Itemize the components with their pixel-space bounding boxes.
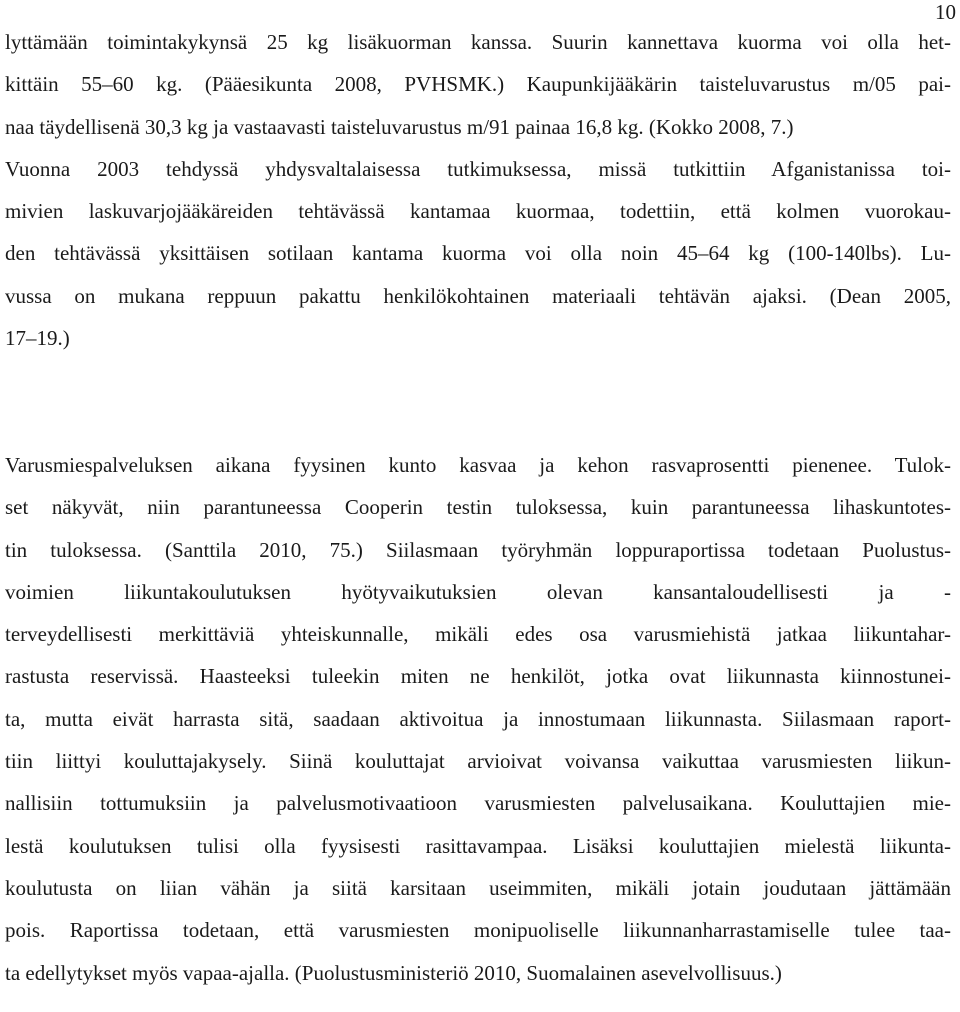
text-line: pois. Raportissa todetaan, että varusmiesten monipuoliselle liikunnanharrastamiselle tulee taa- bbox=[5, 918, 951, 943]
text-line: Varusmiespalveluksen aikana fyysinen kunto kasvaa ja kehon rasvaprosentti pienenee. Tulok- bbox=[5, 453, 951, 477]
text-line: set näkyvät, niin parantuneessa Cooperin testin tuloksessa, kuin parantuneessa lihaskuntotes- bbox=[5, 495, 951, 520]
text-line: nallisiin tottumuksiin ja palvelusmotivaatioon varusmiesten palvelusaikana. Kouluttajien mie- bbox=[5, 791, 951, 816]
text-line: lyttämään toimintakykynsä 25 kg lisäkuorman kanssa. Suurin kannettava kuorma voi olla het- bbox=[5, 30, 951, 54]
text-line: mivien laskuvarjojääkäreiden tehtävässä kantamaa kuormaa, todettiin, että kolmen vuorokau- bbox=[5, 199, 951, 224]
text-line: tiin liittyi kouluttajakysely. Siinä kouluttajat arvioivat voivansa vaikuttaa varusmiesten liikun- bbox=[5, 749, 951, 774]
paragraph-1 bbox=[5, 21, 951, 359]
text-line: rastusta reservissä. Haasteeksi tuleekin miten ne henkilöt, jotka ovat liikunnasta kiinnostunei- bbox=[5, 664, 951, 689]
text-line: kittäin 55–60 kg. (Pääesikunta 2008, PVHSMK.) Kaupunkijääkärin taisteluvarustus m/05 pai- bbox=[5, 72, 951, 97]
text-line: 17–19.) bbox=[5, 326, 70, 351]
text-line: Vuonna 2003 tehdyssä yhdysvaltalaisessa tutkimuksessa, missä tutkittiin Afganistanissa toi- bbox=[5, 156, 951, 181]
text-line: koulutusta on liian vähän ja siitä karsitaan useimmiten, mikäli jotain joudutaan jättämään bbox=[5, 875, 951, 900]
text-line: tin tuloksessa. (Santtila 2010, 75.) Siilasmaan työryhmän loppuraportissa todetaan Puolustus- bbox=[5, 537, 951, 562]
paragraph-2 bbox=[5, 444, 951, 994]
text-line: naa täydellisenä 30,3 kg ja vastaavasti taisteluvarustus m/91 painaa 16,8 kg. (Kokko 2008, 7.) bbox=[5, 114, 794, 139]
page-number: 10 bbox=[935, 0, 956, 24]
text-line: vussa on mukana reppuun pakattu henkilökohtainen materiaali tehtävän ajaksi. (Dean 2005, bbox=[5, 283, 951, 308]
text-line: voimien liikuntakoulutuksen hyötyvaikutuksien olevan kansantaloudellisesti ja - bbox=[5, 579, 951, 604]
text-line: ta edellytykset myös vapaa-ajalla. (Puolustusministeriö 2010, Suomalainen asevelvollisuus.) bbox=[5, 960, 782, 985]
text-line: den tehtävässä yksittäisen sotilaan kantama kuorma voi olla noin 45–64 kg (100-140lbs). Lu- bbox=[5, 241, 951, 266]
text-line: lestä koulutuksen tulisi olla fyysisesti rasittavampaa. Lisäksi kouluttajien mielestä liikunta- bbox=[5, 833, 951, 858]
text-line: terveydellisesti merkittäviä yhteiskunnalle, mikäli edes osa varusmiehistä jatkaa liikuntahar- bbox=[5, 622, 951, 647]
text-line: ta, mutta eivät harrasta sitä, saadaan aktivoitua ja innostumaan liikunnasta. Siilasmaan raport- bbox=[5, 706, 951, 731]
